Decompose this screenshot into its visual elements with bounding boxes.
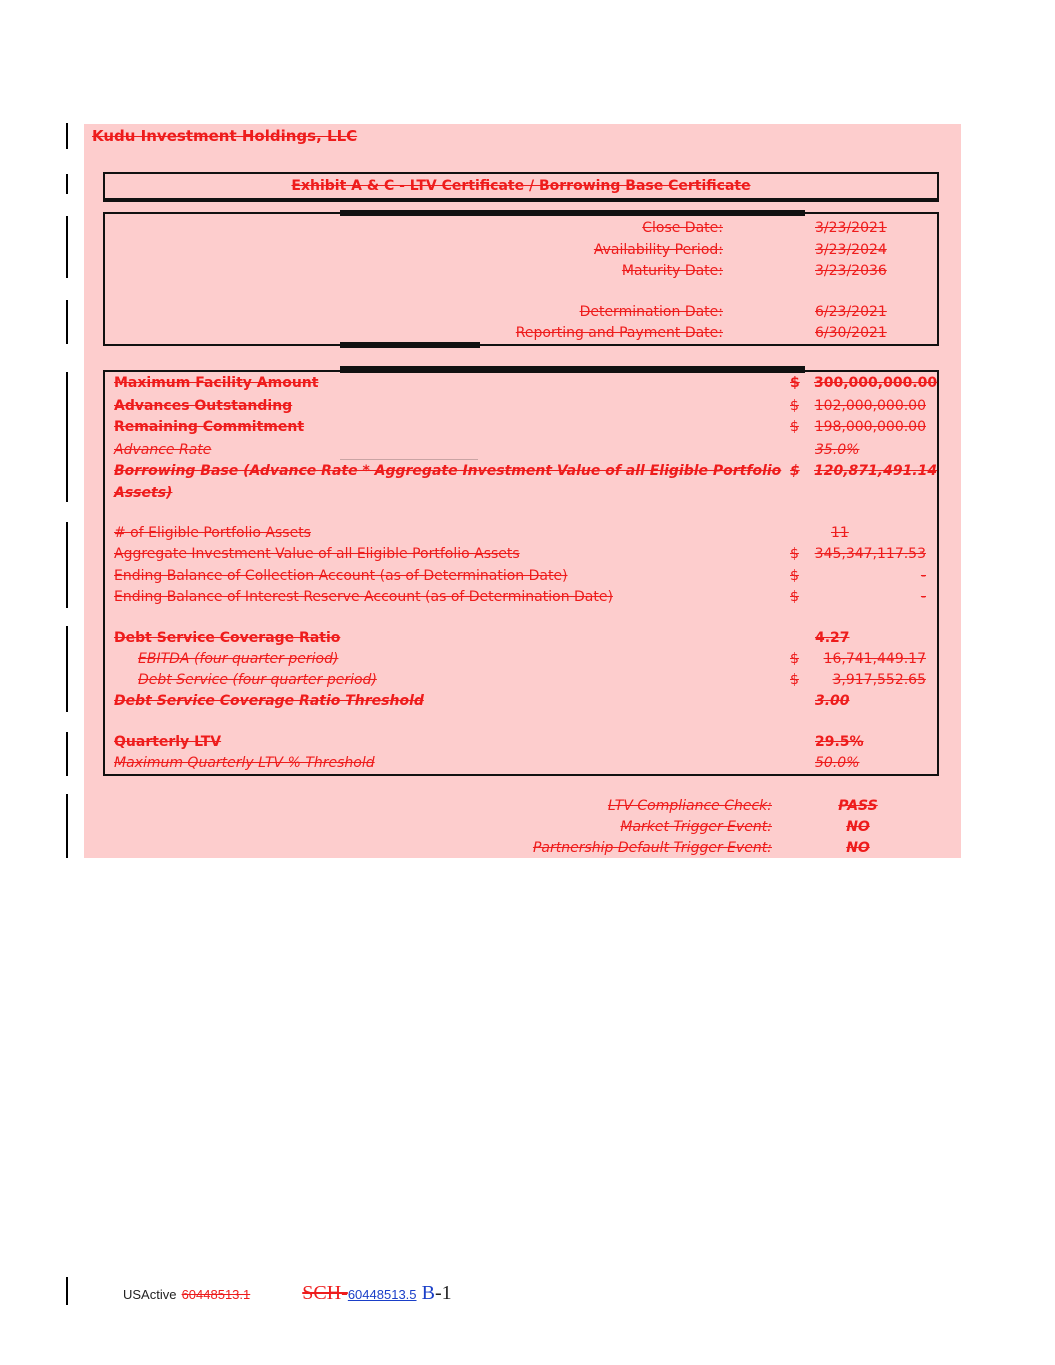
dates-top-rule — [340, 210, 805, 216]
currency-symbol: $ — [790, 672, 799, 688]
close-date-label: Close Date: — [642, 220, 723, 236]
eligible-assets-count-value: 11 — [831, 525, 849, 541]
currency-symbol: $ — [790, 463, 800, 479]
borrowing-base-label-cont: Assets) — [114, 485, 173, 501]
change-bar — [66, 123, 68, 149]
change-bar — [66, 626, 68, 712]
underline-rule — [340, 459, 478, 460]
footer-sch: SCH- — [302, 1282, 348, 1304]
change-bar — [66, 216, 68, 278]
change-bar — [66, 300, 68, 344]
currency-symbol: $ — [790, 651, 799, 667]
exhibit-title: Exhibit A & C - LTV Certificate / Borrowing Base Certificate — [291, 178, 751, 194]
max-facility-value: 300,000,000.00 — [814, 375, 938, 391]
partnership-default-label: Partnership Default Trigger Event: — [532, 840, 772, 856]
collection-account-value: - — [920, 568, 926, 584]
quarterly-ltv-label: Quarterly LTV — [114, 734, 222, 750]
ltv-compliance-value: PASS — [838, 798, 878, 814]
footer-new-id: 60448513.5 — [347, 1287, 417, 1302]
change-bar — [66, 794, 68, 858]
market-trigger-value: NO — [846, 819, 870, 835]
advance-rate-value: 35.0% — [815, 442, 860, 458]
dscr-threshold-value: 3.00 — [815, 693, 850, 709]
maturity-date-label: Maturity Date: — [621, 263, 723, 279]
document-footer — [123, 1282, 452, 1305]
max-facility-label: Maximum Facility Amount — [114, 375, 319, 391]
determination-date-value: 6/23/2021 — [815, 304, 887, 320]
change-bar — [66, 732, 68, 776]
maturity-date-value: 3/23/2036 — [815, 263, 887, 279]
footer-old-id: 60448513.1 — [181, 1287, 251, 1302]
footer-page-number: -1 — [434, 1282, 452, 1304]
change-bar — [66, 522, 68, 608]
debt-service-value: 3,917,552.65 — [832, 672, 926, 688]
max-ltv-label: Maximum Quarterly LTV % Threshold — [114, 755, 375, 771]
borrowing-base-label: Borrowing Base (Advance Rate * Aggregate Investment Value of all Eligible Portfolio — [114, 463, 782, 479]
change-bar — [66, 174, 68, 194]
footer-page-letter: B — [421, 1282, 435, 1304]
ltv-compliance-label: LTV Compliance Check: — [607, 798, 772, 814]
quarterly-ltv-value: 29.5% — [815, 734, 864, 750]
availability-period-label: Availability Period: — [593, 242, 723, 258]
currency-symbol: $ — [790, 546, 799, 562]
dscr-threshold-label: Debt Service Coverage Ratio Threshold — [114, 693, 424, 709]
financials-top-rule — [340, 366, 805, 373]
remaining-commitment-value: 198,000,000.00 — [814, 419, 926, 435]
availability-period-value: 3/23/2024 — [815, 242, 887, 258]
advances-outstanding-label: Advances Outstanding — [114, 398, 293, 414]
ebitda-label: EBITDA (four quarter period) — [138, 651, 339, 667]
aggregate-value-value: 345,347,117.53 — [814, 546, 926, 562]
reporting-date-label: Reporting and Payment Date: — [515, 325, 723, 341]
interest-reserve-value: - — [920, 589, 926, 605]
dscr-value: 4.27 — [815, 630, 850, 646]
determination-date-label: Determination Date: — [579, 304, 723, 320]
ebitda-value: 16,741,449.17 — [823, 651, 926, 667]
reporting-date-value: 6/30/2021 — [815, 325, 887, 341]
currency-symbol: $ — [790, 589, 799, 605]
remaining-commitment-label: Remaining Commitment — [114, 419, 305, 435]
dates-bottom-rule — [340, 342, 480, 348]
close-date-value: 3/23/2021 — [815, 220, 887, 236]
change-bar — [66, 372, 68, 502]
market-trigger-label: Market Trigger Event: — [620, 819, 772, 835]
eligible-assets-count-label: # of Eligible Portfolio Assets — [114, 525, 311, 541]
advances-outstanding-value: 102,000,000.00 — [814, 398, 926, 414]
debt-service-label: Debt Service (four quarter period) — [138, 672, 377, 688]
interest-reserve-label: Ending Balance of Interest Reserve Account (as of Determination Date) — [114, 589, 613, 605]
currency-symbol: $ — [790, 375, 800, 391]
footer-prefix: USActive — [123, 1287, 177, 1302]
change-bar — [66, 1277, 68, 1305]
dscr-label: Debt Service Coverage Ratio — [114, 630, 341, 646]
company-name: Kudu Investment Holdings, LLC — [92, 127, 358, 145]
partnership-default-value: NO — [846, 840, 870, 856]
currency-symbol: $ — [790, 568, 799, 584]
advance-rate-label: Advance Rate — [114, 442, 212, 458]
currency-symbol: $ — [790, 398, 799, 414]
borrowing-base-value: 120,871,491.14 — [814, 463, 938, 479]
collection-account-label: Ending Balance of Collection Account (as of Determination Date) — [114, 568, 568, 584]
currency-symbol: $ — [790, 419, 799, 435]
title-box-bottom-rule — [103, 198, 939, 202]
max-ltv-value: 50.0% — [815, 755, 860, 771]
aggregate-value-label: Aggregate Investment Value of all Eligible Portfolio Assets — [114, 546, 520, 562]
